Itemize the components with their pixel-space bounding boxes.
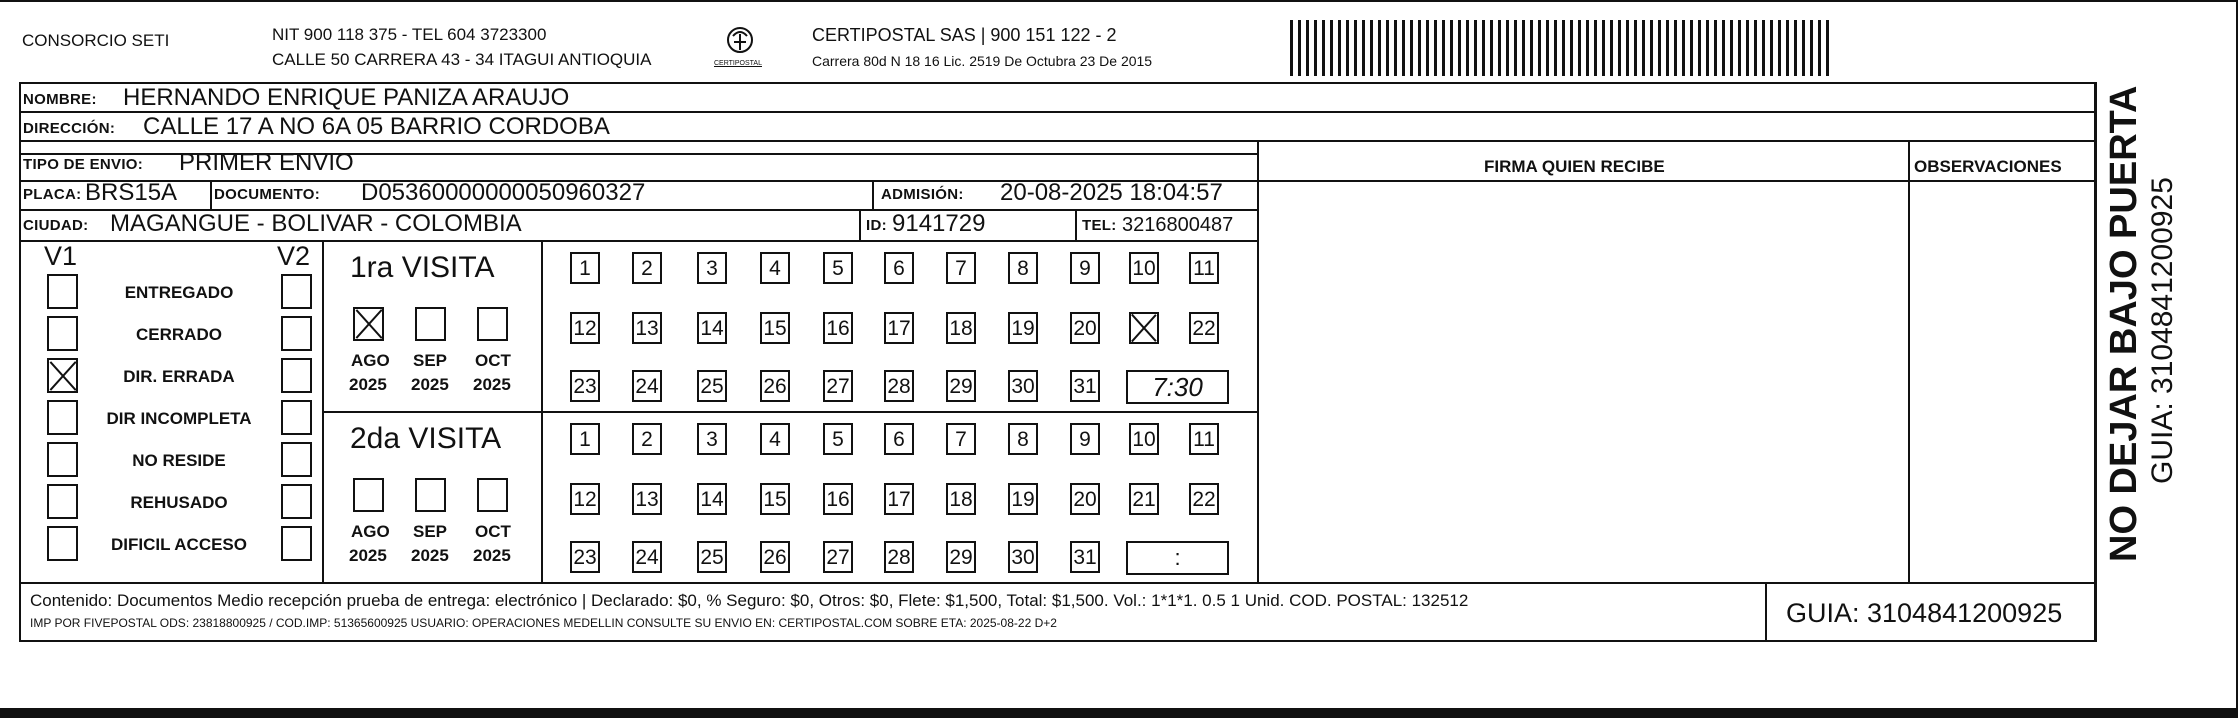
barcode-bar bbox=[1642, 20, 1645, 76]
address-line: CALLE 50 CARRERA 43 - 34 ITAGUI ANTIOQUIA bbox=[272, 50, 652, 69]
tipo-value: PRIMER ENVIO bbox=[179, 149, 354, 176]
barcode-bar bbox=[1522, 20, 1525, 76]
day-box[interactable]: 13 bbox=[632, 312, 662, 344]
nit-line: NIT 900 118 375 - TEL 604 3723300 bbox=[272, 25, 547, 44]
v1-checkbox[interactable] bbox=[47, 358, 78, 393]
barcode-bar bbox=[1706, 20, 1709, 76]
v2-label: V2 bbox=[277, 241, 311, 271]
row-line bbox=[1257, 180, 2096, 182]
tel-value: 3216800487 bbox=[1122, 214, 1234, 236]
day-box[interactable]: 25 bbox=[697, 541, 727, 573]
day-box[interactable]: 30 bbox=[1008, 541, 1038, 573]
v2-checkbox[interactable] bbox=[281, 484, 312, 519]
row-line bbox=[19, 582, 2096, 584]
month-checkbox[interactable] bbox=[353, 307, 384, 341]
barcode-bar bbox=[1338, 20, 1341, 76]
month-checkbox[interactable] bbox=[415, 307, 446, 341]
day-box[interactable]: 28 bbox=[884, 370, 914, 402]
day-box[interactable]: 17 bbox=[884, 483, 914, 515]
v2-checkbox[interactable] bbox=[281, 400, 312, 435]
day-box[interactable]: 6 bbox=[884, 252, 914, 284]
day-box[interactable]: 13 bbox=[632, 483, 662, 515]
day-box[interactable]: 19 bbox=[1008, 312, 1038, 344]
status-option-label: CERRADO bbox=[136, 325, 222, 344]
barcode-bar bbox=[1442, 20, 1445, 76]
day-box[interactable]: 15 bbox=[760, 483, 790, 515]
day-box[interactable]: 14 bbox=[697, 312, 727, 344]
time-text: 7:30 bbox=[1152, 372, 1203, 402]
barcode bbox=[1290, 20, 1834, 76]
day-box[interactable]: 10 bbox=[1129, 252, 1159, 284]
time-box[interactable] bbox=[1126, 370, 1229, 404]
barcode-bar bbox=[1602, 20, 1605, 76]
day-box[interactable]: 24 bbox=[632, 370, 662, 402]
barcode-bar bbox=[1490, 20, 1493, 76]
day-box[interactable]: 2 bbox=[632, 252, 662, 284]
barcode-bar bbox=[1586, 20, 1589, 76]
barcode-bar bbox=[1698, 20, 1701, 76]
company-name: CONSORCIO SETI bbox=[22, 31, 170, 50]
id-divider bbox=[859, 209, 861, 240]
day-box[interactable]: 11 bbox=[1189, 423, 1219, 455]
day-box[interactable]: 31 bbox=[1070, 370, 1100, 402]
row-line bbox=[19, 240, 1257, 242]
barcode-bar bbox=[1578, 20, 1581, 76]
v1-checkbox[interactable] bbox=[47, 526, 78, 561]
day-box[interactable]: 20 bbox=[1070, 312, 1100, 344]
day-box[interactable]: 29 bbox=[946, 370, 976, 402]
footer-guia: GUIA: 3104841200925 bbox=[1786, 598, 2063, 628]
barcode-bar bbox=[1786, 20, 1789, 76]
barcode-bar bbox=[1346, 20, 1349, 76]
imp-line: IMP POR FIVEPOSTAL ODS: 23818800925 / COD.IMP: 51365600925 USUARIO: OPERACIONES MEDELLIN CONSULTE SU ENVIO EN: CERTIPOSTAL.COM SOBRE ETA: 2025-08-22 D+2 bbox=[30, 616, 1057, 630]
nombre-label: NOMBRE: bbox=[23, 91, 97, 108]
barcode-bar bbox=[1450, 20, 1453, 76]
v2-checkbox[interactable] bbox=[281, 442, 312, 477]
barcode-bar bbox=[1618, 20, 1621, 76]
v1-checkbox[interactable] bbox=[47, 442, 78, 477]
day-box[interactable]: 1 bbox=[570, 423, 600, 455]
status-option-label: REHUSADO bbox=[130, 493, 228, 512]
barcode-bar bbox=[1810, 20, 1813, 76]
logo-text: CERTIPOSTAL bbox=[714, 60, 762, 67]
barcode-bar bbox=[1362, 20, 1365, 76]
barcode-bar bbox=[1506, 20, 1509, 76]
barcode-bar bbox=[1738, 20, 1741, 76]
day-box[interactable]: 1 bbox=[570, 252, 600, 284]
day-box[interactable]: 5 bbox=[823, 423, 853, 455]
year-label: 2025 bbox=[349, 375, 387, 394]
v2-checkbox[interactable] bbox=[281, 358, 312, 393]
documento-value: D05360000000050960327 bbox=[361, 179, 646, 206]
day-box[interactable]: 19 bbox=[1008, 483, 1038, 515]
row-line bbox=[19, 140, 2096, 142]
month-label: SEP bbox=[413, 351, 448, 370]
barcode-bar bbox=[1474, 20, 1477, 76]
day-box[interactable]: 16 bbox=[823, 483, 853, 515]
time-box[interactable] bbox=[1126, 541, 1229, 575]
barcode-bar bbox=[1562, 20, 1565, 76]
barcode-bar bbox=[1298, 20, 1301, 76]
day-box[interactable]: 29 bbox=[946, 541, 976, 573]
day-box[interactable]: 23 bbox=[570, 370, 600, 402]
month-checkbox[interactable] bbox=[477, 307, 508, 341]
signature-left-border bbox=[1257, 140, 1259, 582]
barcode-bar bbox=[1498, 20, 1501, 76]
day-box[interactable]: 25 bbox=[697, 370, 727, 402]
day-box[interactable]: 9 bbox=[1070, 423, 1100, 455]
time-text: : bbox=[1174, 545, 1181, 570]
id-value: 9141729 bbox=[892, 210, 986, 237]
observations-left-border bbox=[1908, 140, 1910, 582]
certipostal-logo bbox=[712, 24, 768, 70]
barcode-bar bbox=[1594, 20, 1597, 76]
barcode-bar bbox=[1666, 20, 1669, 76]
v2-checkbox[interactable] bbox=[281, 526, 312, 561]
v1-checkbox[interactable] bbox=[47, 484, 78, 519]
day-box[interactable]: 21 bbox=[1129, 483, 1159, 515]
license-line: Carrera 80d N 18 16 Lic. 2519 De Octubra 23 De 2015 bbox=[812, 53, 1153, 69]
ciudad-value: MAGANGUE - BOLIVAR - COLOMBIA bbox=[110, 210, 522, 237]
visit-title: 1ra VISITA bbox=[350, 251, 495, 284]
day-box[interactable]: 27 bbox=[823, 541, 853, 573]
tel-divider bbox=[1075, 209, 1077, 240]
barcode-bar bbox=[1554, 20, 1557, 76]
placa-value: BRS15A bbox=[85, 179, 178, 206]
day-box[interactable]: 26 bbox=[760, 370, 790, 402]
barcode-bar bbox=[1722, 20, 1725, 76]
day-box[interactable]: 27 bbox=[823, 370, 853, 402]
barcode-bar bbox=[1386, 20, 1389, 76]
barcode-bar bbox=[1818, 20, 1821, 76]
day-box[interactable]: 18 bbox=[946, 312, 976, 344]
barcode-bar bbox=[1610, 20, 1613, 76]
barcode-bar bbox=[1754, 20, 1757, 76]
barcode-bar bbox=[1674, 20, 1677, 76]
barcode-bar bbox=[1770, 20, 1773, 76]
status-option-label: ENTREGADO bbox=[124, 283, 234, 302]
barcode-bar bbox=[1458, 20, 1461, 76]
documento-label: DOCUMENTO: bbox=[214, 186, 321, 203]
barcode-bar bbox=[1570, 20, 1573, 76]
day-box[interactable]: 24 bbox=[632, 541, 662, 573]
month-label: OCT bbox=[475, 522, 511, 541]
v1-checkbox[interactable] bbox=[47, 316, 78, 351]
nombre-value: HERNANDO ENRIQUE PANIZA ARAUJO bbox=[123, 84, 570, 111]
status-option-label: NO RESIDE bbox=[132, 451, 226, 470]
placa-divider bbox=[210, 180, 212, 209]
barcode-bar bbox=[1466, 20, 1469, 76]
day-box[interactable]: 12 bbox=[570, 483, 600, 515]
day-box[interactable]: 11 bbox=[1189, 252, 1219, 284]
placa-label: PLACA: bbox=[23, 186, 82, 203]
day-box[interactable]: 7 bbox=[946, 423, 976, 455]
year-label: 2025 bbox=[349, 546, 387, 565]
barcode-bar bbox=[1730, 20, 1733, 76]
barcode-bar bbox=[1746, 20, 1749, 76]
barcode-bar bbox=[1714, 20, 1717, 76]
direccion-value: CALLE 17 A NO 6A 05 BARRIO CORDOBA bbox=[143, 113, 610, 140]
status-option-label: DIR. ERRADA bbox=[123, 367, 235, 386]
v1-label: V1 bbox=[44, 241, 78, 271]
observaciones-label: OBSERVACIONES bbox=[1914, 157, 2062, 176]
barcode-bar bbox=[1546, 20, 1549, 76]
barcode-bar bbox=[1402, 20, 1405, 76]
visit-title: 2da VISITA bbox=[350, 422, 502, 455]
day-box[interactable]: 22 bbox=[1189, 483, 1219, 515]
side-strip-frame bbox=[2095, 82, 2097, 642]
day-box[interactable]: 14 bbox=[697, 483, 727, 515]
day-box[interactable]: 9 bbox=[1070, 252, 1100, 284]
barcode-bar bbox=[1314, 20, 1317, 76]
admision-value: 20-08-2025 18:04:57 bbox=[1000, 179, 1223, 206]
v2-checkbox[interactable] bbox=[281, 316, 312, 351]
barcode-bar bbox=[1330, 20, 1333, 76]
day-box[interactable]: 15 bbox=[760, 312, 790, 344]
day-box[interactable]: 23 bbox=[570, 541, 600, 573]
barcode-bar bbox=[1690, 20, 1693, 76]
day-box[interactable]: 4 bbox=[760, 423, 790, 455]
barcode-bar bbox=[1410, 20, 1413, 76]
year-label: 2025 bbox=[411, 546, 449, 565]
barcode-bar bbox=[1634, 20, 1637, 76]
barcode-bar bbox=[1514, 20, 1517, 76]
day-box[interactable]: 8 bbox=[1008, 423, 1038, 455]
day-box[interactable]: 20 bbox=[1070, 483, 1100, 515]
barcode-bar bbox=[1370, 20, 1373, 76]
day-box[interactable]: 2 bbox=[632, 423, 662, 455]
barcode-bar bbox=[1650, 20, 1653, 76]
barcode-bar bbox=[1794, 20, 1797, 76]
barcode-bar bbox=[1826, 20, 1829, 76]
month-checkbox[interactable] bbox=[477, 478, 508, 512]
status-option-label: DIR INCOMPLETA bbox=[106, 409, 252, 428]
day-box[interactable]: 16 bbox=[823, 312, 853, 344]
day-box[interactable]: 3 bbox=[697, 252, 727, 284]
day-box[interactable]: 26 bbox=[760, 541, 790, 573]
footer-guia-divider bbox=[1765, 582, 1767, 642]
day-box[interactable]: 18 bbox=[946, 483, 976, 515]
firma-label: FIRMA QUIEN RECIBE bbox=[1484, 157, 1665, 176]
barcode-bar bbox=[1394, 20, 1397, 76]
barcode-bar bbox=[1658, 20, 1661, 76]
direccion-label: DIRECCIÓN: bbox=[23, 120, 116, 137]
barcode-bar bbox=[1682, 20, 1685, 76]
month-label: SEP bbox=[413, 522, 448, 541]
day-box[interactable]: 8 bbox=[1008, 252, 1038, 284]
day-box[interactable]: 5 bbox=[823, 252, 853, 284]
barcode-bar bbox=[1802, 20, 1805, 76]
day-box[interactable]: 7 bbox=[946, 252, 976, 284]
admision-label: ADMISIÓN: bbox=[881, 186, 964, 203]
barcode-bar bbox=[1778, 20, 1781, 76]
day-box[interactable] bbox=[1129, 312, 1159, 344]
ciudad-label: CIUDAD: bbox=[23, 217, 89, 234]
v1-checkbox[interactable] bbox=[47, 274, 78, 309]
day-box[interactable]: 10 bbox=[1129, 423, 1159, 455]
barcode-bar bbox=[1322, 20, 1325, 76]
year-label: 2025 bbox=[473, 546, 511, 565]
certipostal-line: CERTIPOSTAL SAS | 900 151 122 - 2 bbox=[812, 25, 1117, 45]
barcode-bar bbox=[1482, 20, 1485, 76]
month-checkbox[interactable] bbox=[415, 478, 446, 512]
day-box[interactable]: 17 bbox=[884, 312, 914, 344]
barcode-bar bbox=[1290, 20, 1293, 76]
v2-checkbox[interactable] bbox=[281, 274, 312, 309]
status-option-label: DIFICIL ACCESO bbox=[110, 535, 247, 554]
day-box[interactable]: 6 bbox=[884, 423, 914, 455]
day-box[interactable]: 22 bbox=[1189, 312, 1219, 344]
no-dejar-bajo-puerta: NO DEJAR BAJO PUERTA bbox=[2103, 85, 2145, 562]
barcode-bar bbox=[1530, 20, 1533, 76]
barcode-bar bbox=[1762, 20, 1765, 76]
day-box[interactable]: 31 bbox=[1070, 541, 1100, 573]
barcode-bar bbox=[1418, 20, 1421, 76]
barcode-bar bbox=[1538, 20, 1541, 76]
month-label: OCT bbox=[475, 351, 511, 370]
barcode-bar bbox=[1306, 20, 1309, 76]
admision-divider bbox=[872, 180, 874, 209]
day-box[interactable]: 4 bbox=[760, 252, 790, 284]
month-label: AGO bbox=[351, 351, 390, 370]
day-box[interactable]: 30 bbox=[1008, 370, 1038, 402]
id-label: ID: bbox=[866, 217, 887, 234]
contenido-line: Contenido: Documentos Medio recepción prueba de entrega: electrónico | Declarado: $0, % Seguro: $0, Otros: $0, Flete: $1,500, Total: $1,500. Vol.: 1*1*1. 0.5 1 Unid. COD. POSTAL: 132512 bbox=[30, 591, 1469, 610]
barcode-bar bbox=[1378, 20, 1381, 76]
visit-divider bbox=[322, 411, 1257, 413]
v1-checkbox[interactable] bbox=[47, 400, 78, 435]
month-checkbox[interactable] bbox=[353, 478, 384, 512]
barcode-bar bbox=[1354, 20, 1357, 76]
barcode-bar bbox=[1434, 20, 1437, 76]
day-box[interactable]: 28 bbox=[884, 541, 914, 573]
month-label: AGO bbox=[351, 522, 390, 541]
day-box[interactable]: 12 bbox=[570, 312, 600, 344]
day-box[interactable]: 3 bbox=[697, 423, 727, 455]
tipo-label: TIPO DE ENVIO: bbox=[23, 156, 144, 173]
side-guia: GUIA: 3104841200925 bbox=[2146, 177, 2179, 484]
year-label: 2025 bbox=[473, 375, 511, 394]
barcode-bar bbox=[1426, 20, 1429, 76]
tel-label: TEL: bbox=[1082, 217, 1117, 234]
barcode-bar bbox=[1626, 20, 1629, 76]
year-label: 2025 bbox=[411, 375, 449, 394]
